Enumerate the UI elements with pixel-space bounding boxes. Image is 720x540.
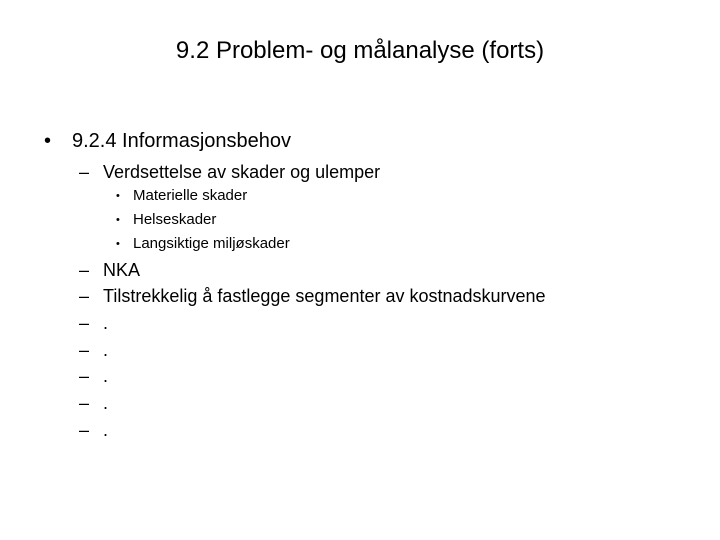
bullet-marker: •: [116, 238, 120, 250]
sub-bullet-text: Tilstrekkelig å fastlegge segmenter av kostnadskurvene: [103, 286, 546, 306]
dash-marker: –: [79, 286, 90, 306]
dash-marker: –: [79, 162, 90, 182]
sub-sub-bullet-text: Langsiktige miljøskader: [133, 235, 290, 252]
slide-title: 9.2 Problem- og målanalyse (forts): [175, 37, 545, 64]
bullet-marker: •: [44, 130, 52, 152]
sub-bullet-text: NKA: [103, 260, 141, 280]
dash-marker: –: [79, 313, 90, 333]
dash-marker: –: [79, 393, 90, 413]
bullet-text: 9.2.4 Informasjonsbehov: [72, 130, 292, 152]
dash-marker: –: [79, 366, 90, 386]
sub-sub-bullet-text: Helseskader: [133, 211, 217, 228]
sub-bullet-text: .: [103, 340, 109, 360]
dash-marker: –: [79, 340, 90, 360]
sub-bullet-text: .: [103, 313, 109, 333]
sub-sub-bullet-text: Materielle skader: [133, 187, 248, 204]
bullet-marker: •: [116, 214, 120, 226]
dash-marker: –: [79, 260, 90, 280]
sub-bullet-text: Verdsettelse av skader og ulemper: [103, 162, 381, 182]
sub-bullet-text: .: [103, 420, 109, 440]
dash-marker: –: [79, 420, 90, 440]
sub-bullet-text: .: [103, 366, 109, 386]
bullet-marker: •: [116, 190, 120, 202]
sub-bullet-text: .: [103, 393, 109, 413]
